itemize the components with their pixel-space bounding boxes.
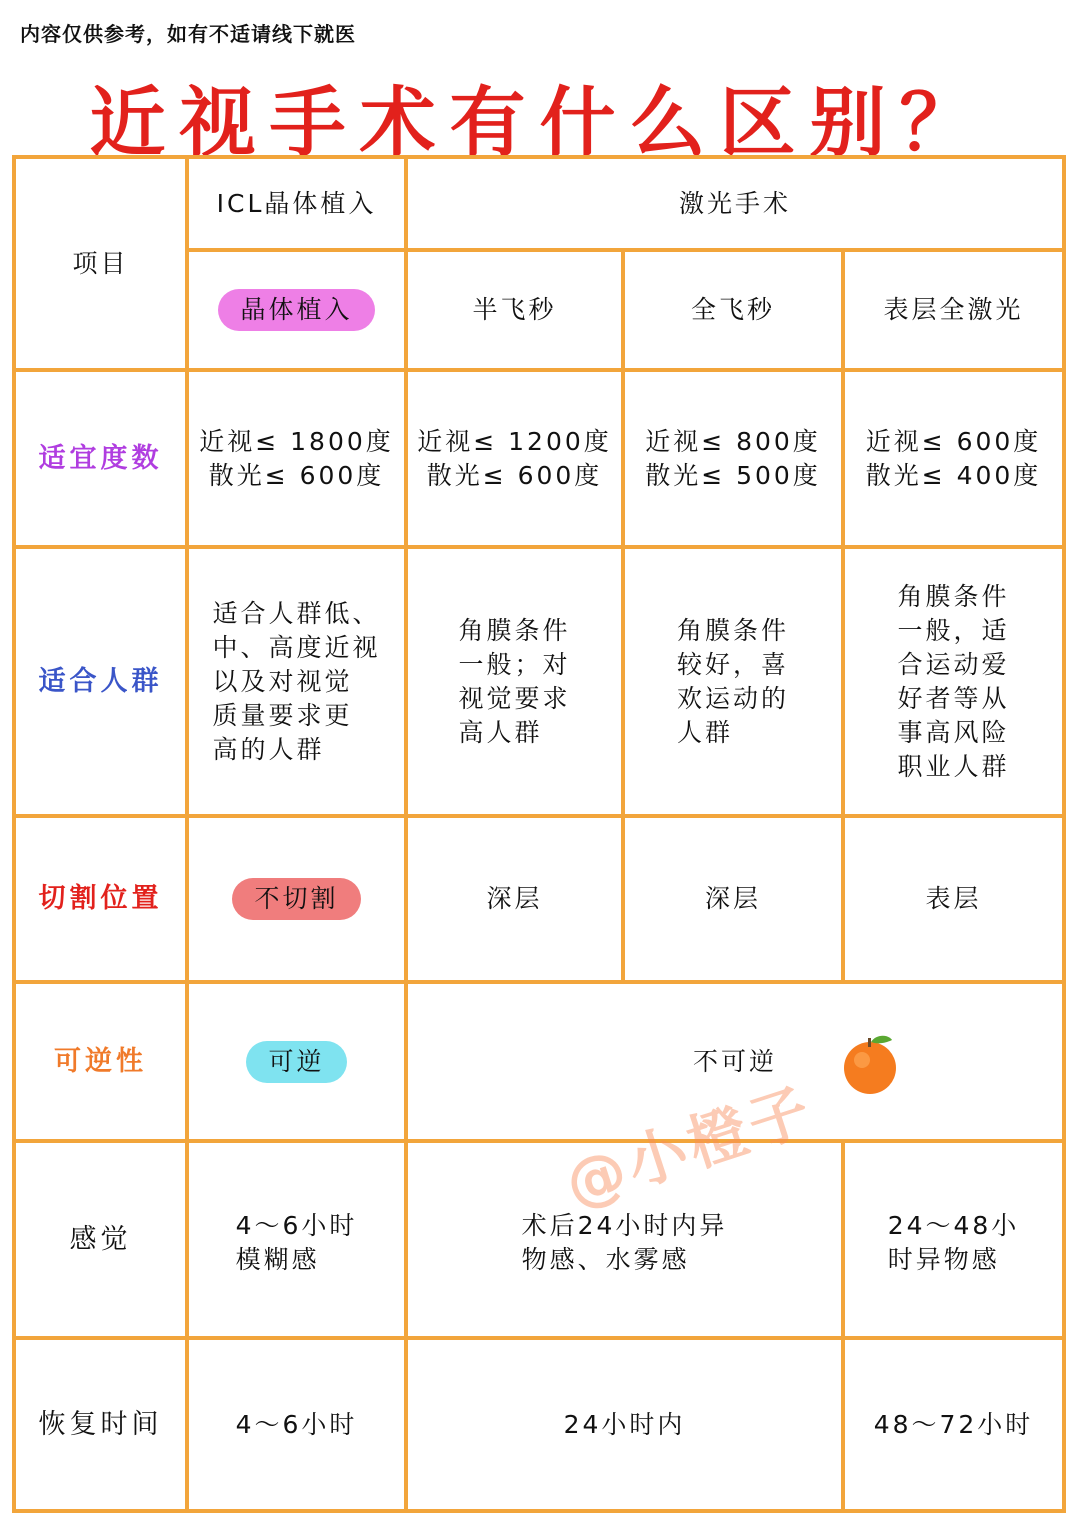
degree-full-femto — [623, 370, 843, 547]
people-semi-line: 高人群 — [458, 717, 543, 747]
cut-surface — [843, 816, 1064, 982]
header-laser-group-label: 激光手术 — [678, 188, 791, 218]
subheader-icl — [187, 250, 406, 370]
subheader-full-femto — [623, 250, 843, 370]
people-icl-line: 适合人群低、 — [212, 598, 381, 628]
header-laser-group — [406, 157, 1064, 250]
row-label-reversible-text: 可逆性 — [54, 1045, 147, 1077]
people-surface-line: 职业人群 — [897, 751, 1010, 781]
people-surface-line: 事高风险 — [897, 717, 1010, 747]
people-surface-line: 角膜条件 — [897, 581, 1010, 611]
people-icl-line: 高的人群 — [212, 734, 325, 764]
row-label-feeling — [14, 1141, 187, 1338]
feeling-icl-line: 4～6小时 — [235, 1211, 358, 1240]
recovery-surface-label: 48～72小时 — [873, 1409, 1034, 1439]
people-full-femto — [623, 547, 843, 816]
feeling-surface-line: 时异物感 — [887, 1245, 1000, 1274]
header-item — [14, 157, 187, 370]
recovery-surface — [843, 1338, 1064, 1511]
feeling-mid-line: 术后24小时内异 — [521, 1211, 728, 1240]
degree-semi-astig: 散光≤ 600度 — [426, 460, 603, 490]
people-full-line: 较好，喜 — [676, 649, 789, 679]
feeling-mid-line: 物感、水雾感 — [521, 1245, 690, 1274]
subheader-semi-femto — [406, 250, 623, 370]
cut-full-label: 深层 — [704, 884, 761, 913]
degree-surface — [843, 370, 1064, 547]
people-surface-line: 一般，适 — [897, 615, 1010, 645]
degree-surface-myopia: 近视≤ 600度 — [865, 426, 1042, 456]
people-icl-line: 质量要求更 — [212, 700, 353, 730]
degree-semi-femto — [406, 370, 623, 547]
row-label-cut — [14, 816, 187, 982]
people-full-line: 角膜条件 — [676, 615, 789, 645]
row-label-feeling-text: 感觉 — [69, 1223, 132, 1255]
feeling-surface — [843, 1141, 1064, 1338]
degree-full-myopia: 近视≤ 800度 — [645, 426, 821, 456]
recovery-icl-label: 4～6小时 — [235, 1409, 358, 1439]
people-surface-line: 合运动爱 — [897, 649, 1010, 679]
cut-full-femto — [623, 816, 843, 982]
people-full-line: 人群 — [676, 717, 733, 747]
people-semi-femto — [406, 547, 623, 816]
row-label-recovery — [14, 1338, 187, 1511]
page-title: 近视手术有什么区别？ — [89, 78, 990, 167]
degree-icl-myopia: 近视≤ 1800度 — [199, 426, 394, 456]
degree-surface-astig: 散光≤ 400度 — [865, 460, 1042, 490]
subheader-icl-pill: 晶体植入 — [218, 289, 374, 331]
people-icl-line: 中、高度近视 — [212, 632, 381, 662]
row-label-cut-text: 切割位置 — [38, 883, 163, 914]
reversible-icl-pill: 可逆 — [246, 1041, 346, 1083]
people-surface — [843, 547, 1064, 816]
header-icl-group — [187, 157, 406, 250]
recovery-icl — [187, 1338, 406, 1511]
degree-full-astig: 散光≤ 500度 — [645, 460, 821, 490]
people-surface-line: 好者等从 — [897, 683, 1010, 713]
row-label-recovery-text: 恢复时间 — [38, 1408, 163, 1440]
cut-surface-label: 表层 — [925, 884, 982, 913]
row-label-people-text: 适合人群 — [38, 665, 163, 697]
orange-icon — [838, 1032, 902, 1096]
feeling-surface-line: 24～48小 — [887, 1211, 1020, 1240]
subheader-semi-femto-label: 半飞秒 — [472, 295, 557, 324]
recovery-mid-label: 24小时内 — [563, 1409, 686, 1439]
watermark: @小橙子 — [556, 1074, 823, 1221]
degree-semi-myopia: 近视≤ 1200度 — [417, 426, 612, 456]
row-label-people — [14, 547, 187, 816]
subheader-full-femto-label: 全飞秒 — [690, 295, 775, 324]
people-semi-line: 视觉要求 — [458, 683, 571, 713]
cut-icl — [187, 816, 406, 982]
degree-icl-astig: 散光≤ 600度 — [208, 460, 385, 490]
subheader-surface — [843, 250, 1064, 370]
reversible-icl — [187, 982, 406, 1141]
people-semi-line: 一般；对 — [458, 649, 571, 679]
header-item-label: 项目 — [72, 248, 129, 278]
reversible-laser-label: 不可逆 — [692, 1046, 777, 1076]
people-full-line: 欢运动的 — [676, 683, 789, 713]
disclaimer: 内容仅供参考，如有不适请线下就医 — [20, 22, 356, 46]
people-icl — [187, 547, 406, 816]
row-label-degree-text: 适宜度数 — [38, 442, 163, 474]
feeling-icl-line: 模糊感 — [235, 1245, 320, 1274]
people-icl-line: 以及对视觉 — [212, 666, 353, 696]
subheader-surface-label: 表层全激光 — [883, 295, 1024, 324]
feeling-icl — [187, 1141, 406, 1338]
people-semi-line: 角膜条件 — [458, 615, 571, 645]
row-label-reversible — [14, 982, 187, 1141]
row-label-degree — [14, 370, 187, 547]
recovery-mid — [406, 1338, 843, 1511]
degree-icl — [187, 370, 406, 547]
cut-semi-label: 深层 — [486, 884, 543, 913]
cut-icl-pill: 不切割 — [232, 878, 360, 920]
cut-semi-femto — [406, 816, 623, 982]
header-icl-group-label: ICL晶体植入 — [216, 188, 377, 218]
